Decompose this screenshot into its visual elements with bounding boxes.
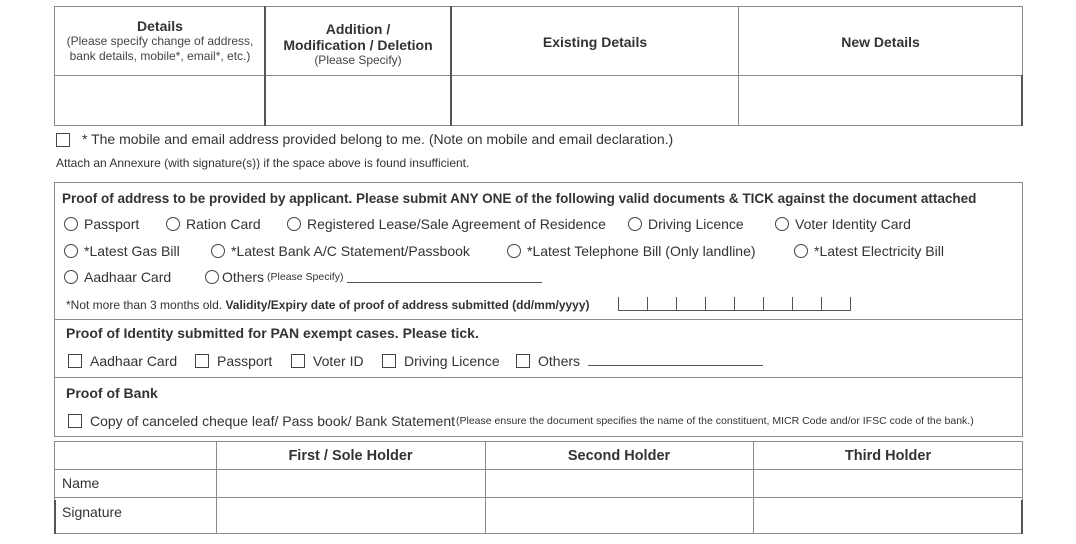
radio-icon[interactable] — [64, 217, 78, 231]
poa-footnote: *Not more than 3 months old. — [66, 298, 223, 312]
option-label: Others — [538, 353, 581, 369]
addition-header — [266, 21, 450, 68]
section-divider — [54, 377, 1023, 378]
checkbox-icon[interactable] — [291, 354, 305, 368]
column-divider — [450, 6, 452, 126]
option-label: Aadhaar Card — [84, 269, 172, 285]
poa-aadhaar-option[interactable] — [64, 269, 171, 285]
column-divider — [54, 500, 56, 534]
poi-others-specify-line[interactable] — [588, 365, 763, 366]
radio-icon[interactable] — [205, 270, 219, 284]
poa-ration-card-option[interactable] — [166, 216, 261, 232]
poa-bank-statement-option[interactable] — [211, 243, 470, 259]
poa-driving-licence-option[interactable] — [628, 216, 744, 232]
poa-gas-bill-option[interactable] — [64, 243, 180, 259]
details-subtitle-1: (Please specify change of address, — [66, 34, 254, 48]
poa-others-option[interactable] — [205, 269, 343, 285]
option-label: Voter Identity Card — [795, 216, 911, 232]
poi-driving-licence-option[interactable] — [382, 353, 500, 369]
details-header — [56, 18, 264, 64]
addition-title-1: Addition / — [325, 21, 391, 37]
poi-aadhaar-option[interactable] — [68, 353, 177, 369]
first-holder-header: First / Sole Holder — [288, 448, 413, 464]
name-row-label: Name — [62, 475, 100, 491]
date-cell-divider — [763, 297, 764, 310]
radio-icon[interactable] — [507, 244, 521, 258]
second-holder-signature-cell[interactable] — [487, 499, 751, 533]
addition-input-cell[interactable] — [267, 77, 449, 124]
checkbox-icon[interactable] — [68, 414, 82, 428]
poa-passport-option[interactable] — [64, 216, 139, 232]
date-cell-divider — [821, 297, 822, 310]
radio-icon[interactable] — [775, 217, 789, 231]
option-label: Registered Lease/Sale Agreement of Residence — [307, 216, 606, 232]
third-holder-signature-cell[interactable] — [755, 499, 1021, 533]
option-label: *Latest Telephone Bill (Only landline) — [527, 243, 756, 259]
proof-of-address-heading: Proof of address to be provided by applicant. Please submit ANY ONE of the following valid documents & TICK against the document attached — [62, 191, 977, 206]
option-label: Driving Licence — [404, 353, 500, 369]
table-divider — [54, 497, 1023, 498]
date-cell-divider — [618, 297, 619, 310]
radio-icon[interactable] — [211, 244, 225, 258]
signature-row-label: Signature — [62, 504, 122, 520]
poa-voter-id-option[interactable] — [775, 216, 911, 232]
bank-proof-option[interactable] — [68, 413, 455, 429]
poa-telephone-bill-option[interactable] — [507, 243, 756, 259]
table-divider — [54, 75, 1023, 76]
poa-electricity-bill-option[interactable] — [794, 243, 944, 259]
annexure-note: Attach an Annexure (with signature(s)) if the space above is found insufficient. — [56, 156, 470, 170]
mobile-email-declaration-text: * The mobile and email address provided belong to me. (Note on mobile and email declaration.) — [82, 131, 674, 147]
section-divider — [54, 319, 1023, 320]
existing-details-header: Existing Details — [542, 34, 648, 50]
date-cell-divider — [647, 297, 648, 310]
checkbox-icon[interactable] — [382, 354, 396, 368]
details-title: Details — [137, 18, 183, 34]
proof-of-identity-heading: Proof of Identity submitted for PAN exempt cases. Please tick. — [66, 325, 479, 341]
date-cell-divider — [676, 297, 677, 310]
first-holder-signature-cell[interactable] — [218, 499, 483, 533]
existing-details-input-cell[interactable] — [453, 77, 737, 124]
poi-others-option[interactable] — [516, 353, 580, 369]
column-divider — [1021, 500, 1023, 534]
poi-voter-id-option[interactable] — [291, 353, 364, 369]
option-label: *Latest Bank A/C Statement/Passbook — [231, 243, 470, 259]
new-details-header: New Details — [841, 34, 920, 50]
option-label: Driving Licence — [648, 216, 744, 232]
date-cell-divider — [792, 297, 793, 310]
third-holder-name-cell[interactable] — [755, 471, 1021, 496]
poa-others-specify-line[interactable] — [347, 282, 542, 283]
date-cell-divider — [705, 297, 706, 310]
mobile-email-declaration-checkbox[interactable] — [56, 133, 70, 147]
option-label: Copy of canceled cheque leaf/ Pass book/ Bank Statement — [90, 413, 456, 429]
details-input-cell[interactable] — [56, 77, 263, 124]
radio-icon[interactable] — [628, 217, 642, 231]
checkbox-icon[interactable] — [516, 354, 530, 368]
option-label: Ration Card — [186, 216, 261, 232]
option-label: *Latest Electricity Bill — [814, 243, 944, 259]
addition-title-2: Modification / Deletion — [283, 37, 433, 53]
date-cell-divider — [850, 297, 851, 310]
column-divider — [738, 6, 739, 126]
second-holder-header: Second Holder — [567, 448, 671, 464]
bank-proof-note: (Please ensure the document specifies the name of the constituent, MICR Code and/or IFSC code of the bank.) — [456, 415, 974, 427]
poa-footnote-row — [66, 298, 590, 312]
poi-passport-option[interactable] — [195, 353, 272, 369]
first-holder-name-cell[interactable] — [218, 471, 483, 496]
radio-icon[interactable] — [64, 270, 78, 284]
option-label: Passport — [217, 353, 273, 369]
radio-icon[interactable] — [287, 217, 301, 231]
checkbox-icon[interactable] — [195, 354, 209, 368]
table-divider — [54, 469, 1023, 470]
option-label: Aadhaar Card — [90, 353, 178, 369]
option-label: Voter ID — [313, 353, 364, 369]
date-cell-divider — [734, 297, 735, 310]
addition-subtitle: (Please Specify) — [314, 53, 402, 67]
details-subtitle-2: bank details, mobile*, email*, etc.) — [69, 49, 251, 63]
option-label: Others — [222, 269, 265, 285]
poa-lease-agreement-option[interactable] — [287, 216, 606, 232]
option-label: Passport — [84, 216, 140, 232]
option-label: *Latest Gas Bill — [84, 243, 180, 259]
radio-icon[interactable] — [794, 244, 808, 258]
checkbox-icon[interactable] — [68, 354, 82, 368]
proof-of-bank-heading: Proof of Bank — [66, 385, 158, 401]
second-holder-name-cell[interactable] — [487, 471, 751, 496]
column-divider — [1021, 75, 1023, 126]
validity-date-label: Validity/Expiry date of proof of address submitted (dd/mm/yyyy) — [225, 298, 590, 312]
others-note: (Please Specify) — [267, 271, 344, 283]
radio-icon[interactable] — [166, 217, 180, 231]
third-holder-header: Third Holder — [844, 448, 932, 464]
new-details-input-cell[interactable] — [740, 77, 1020, 124]
radio-icon[interactable] — [64, 244, 78, 258]
